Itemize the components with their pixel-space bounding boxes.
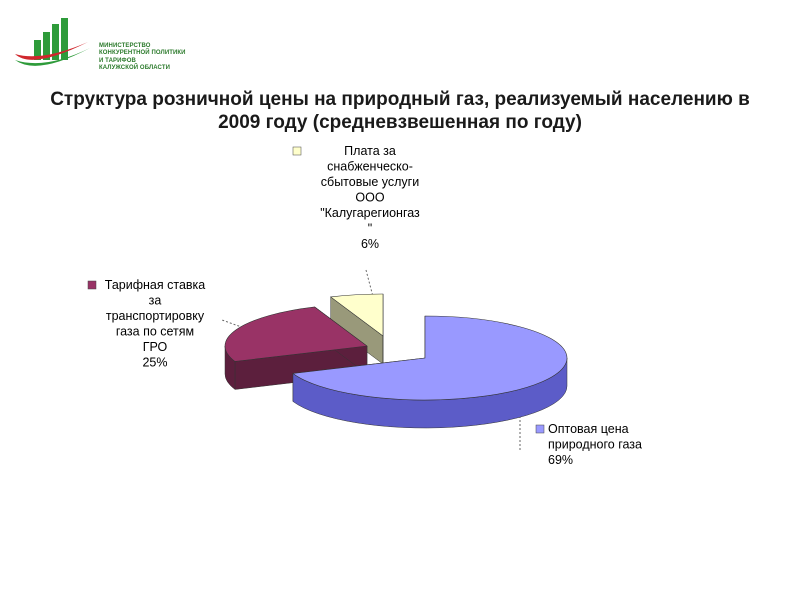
legend-swatch bbox=[293, 147, 301, 155]
slice-label-line: " bbox=[367, 221, 373, 236]
slice-label-line: ГРО bbox=[142, 340, 168, 354]
legend-swatch bbox=[536, 425, 544, 433]
slice-label-line: газа по сетям bbox=[115, 324, 195, 339]
slice-label-line: за bbox=[148, 293, 162, 308]
slice-label bbox=[320, 144, 420, 251]
slice-label-line: ООО bbox=[355, 190, 385, 205]
slice-label-line: 6% bbox=[360, 237, 380, 251]
slice-label-line: Плата за bbox=[344, 144, 396, 158]
slice-label-line: транспортировку bbox=[105, 309, 205, 323]
slice-label bbox=[548, 422, 642, 467]
slice-label-line: Тарифная ставка bbox=[104, 278, 206, 292]
slice-label-line: 69% bbox=[548, 453, 574, 467]
legend-swatch bbox=[88, 281, 96, 289]
logo-line: КОНКУРЕНТНОЙ ПОЛИТИКИ bbox=[99, 50, 186, 57]
slice-label-line: 25% bbox=[142, 355, 168, 370]
chart-title-line: 2009 году (средневзвешенная по году) bbox=[218, 112, 582, 133]
logo-line: КАЛУЖСКОЙ ОБЛАСТИ bbox=[99, 64, 171, 71]
slice-label-line: "Калугарегионгаз bbox=[320, 206, 420, 220]
logo-line: И ТАРИФОВ bbox=[99, 57, 136, 64]
slice-label-line: Оптовая цена bbox=[548, 422, 629, 436]
slice-label bbox=[105, 278, 206, 370]
slice-label-line: снабженческо- bbox=[327, 159, 413, 174]
chart-title-line: Структура розничной цены на природный газ, реализуемый населению в bbox=[50, 89, 750, 110]
slice-label-line: природного газа bbox=[548, 437, 642, 452]
logo-line: МИНИСТЕРСТВО bbox=[99, 43, 151, 49]
slice-label-line: сбытовые услуги bbox=[320, 175, 420, 189]
